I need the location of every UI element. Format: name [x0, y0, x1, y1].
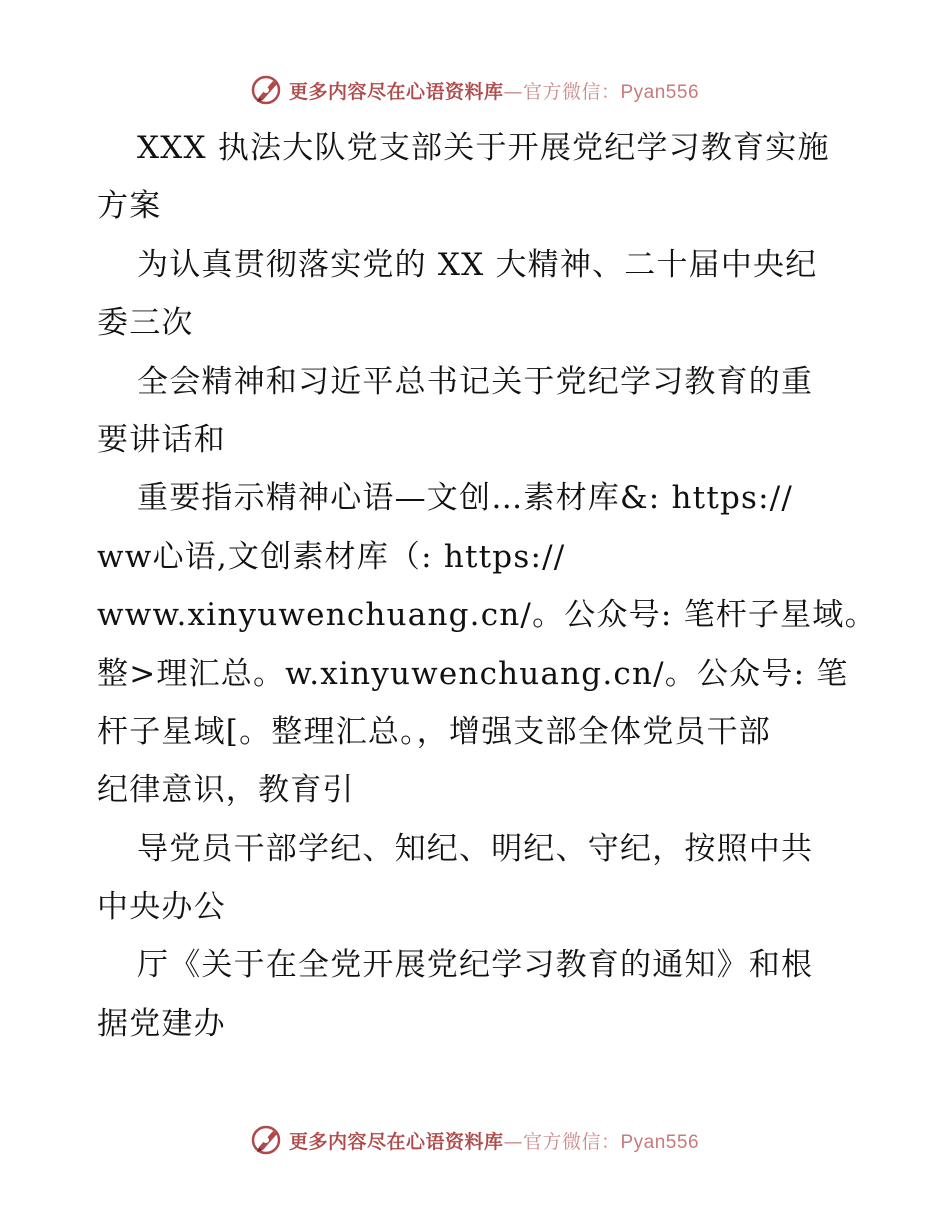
footer-banner-text: 更多内容尽在心语资料库—官方微信：Pyan556: [288, 1130, 700, 1153]
header-watermark-banner: [0, 70, 950, 110]
paragraph-line: 为认真贯彻落实党的 XX 大精神、二十届中央纪: [137, 246, 818, 283]
paragraph-line: 全会精神和习近平总书记关于党纪学习教育的重: [137, 363, 814, 400]
paragraph-line: 整>理汇总。w.xinyuwenchuang.cn/。公众号: 笔: [97, 655, 849, 692]
paragraph-line: ww心语,文创素材库（: https://: [97, 538, 566, 575]
paragraph-line: 中央办公: [97, 889, 226, 926]
footer-watermark-banner: [0, 1120, 950, 1160]
paragraph-line: 杆子星域[。整理汇总。，增强支部全体党员干部: [97, 713, 771, 750]
paragraph-line: 纪律意识，教育引: [97, 772, 355, 809]
paragraph-line: 委三次: [97, 305, 194, 342]
title-line-2: 方案: [97, 188, 162, 225]
document-body: [97, 119, 877, 1053]
paragraph-line: 导党员干部学纪、知纪、明纪、守纪，按照中共: [137, 830, 814, 867]
header-banner-text: 更多内容尽在心语资料库—官方微信：Pyan556: [288, 80, 700, 103]
title-line-1: XXX 执法大队党支部关于开展党纪学习教育实施: [137, 130, 830, 166]
paragraph-line: 要讲话和: [97, 421, 226, 458]
paragraph-line: 重要指示精神心语—文创…素材库&: https://: [137, 480, 794, 517]
paragraph-line: 厅《关于在全党开展党纪学习教育的通知》和根: [137, 947, 814, 984]
paragraph-line: www.xinyuwenchuang.cn/。公众号: 笔杆子星域。: [97, 597, 877, 634]
pen-logo-icon: [251, 1123, 285, 1157]
paragraph-line: 据党建办: [97, 1005, 226, 1042]
pen-logo-icon: [251, 73, 285, 107]
